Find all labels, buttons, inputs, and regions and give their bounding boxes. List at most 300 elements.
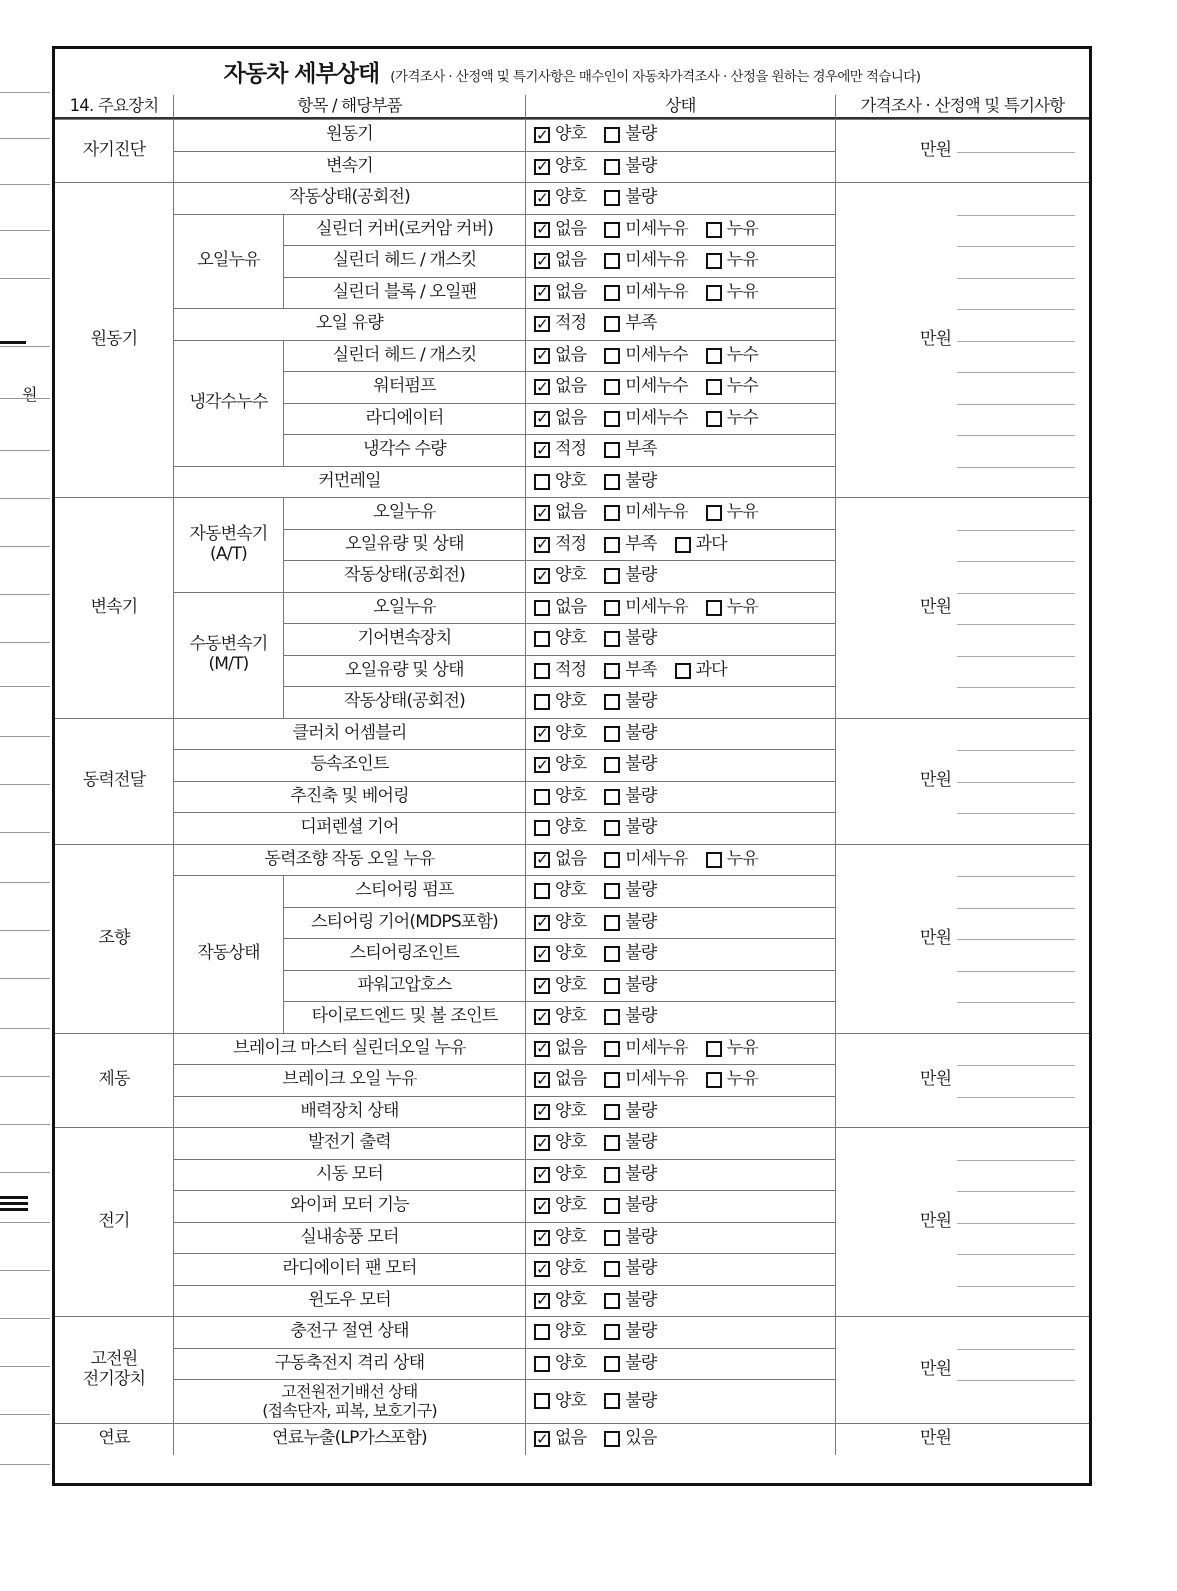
checked-checkbox-icon[interactable]: ✓ <box>534 1104 550 1120</box>
checkbox-icon[interactable] <box>604 663 620 679</box>
checkbox-icon[interactable] <box>604 253 620 269</box>
checked-checkbox-icon[interactable]: ✓ <box>534 1009 550 1025</box>
status-2-options <box>525 182 835 214</box>
checkbox-icon[interactable] <box>604 820 620 836</box>
checkbox-icon[interactable] <box>534 631 550 647</box>
checked-checkbox-icon[interactable]: ✓ <box>534 978 550 994</box>
note-line <box>957 1191 1075 1192</box>
checkbox-icon[interactable] <box>604 1041 620 1057</box>
status-option-label: 없음 <box>555 1037 587 1058</box>
status-option[interactable] <box>534 944 586 964</box>
margin-rule-line <box>0 978 50 979</box>
checkbox-icon[interactable] <box>604 1293 620 1309</box>
status-25-options <box>525 907 835 939</box>
status-option[interactable] <box>706 598 758 618</box>
status-option[interactable] <box>706 1070 758 1090</box>
header-item: 항목 / 해당부품 <box>173 95 525 119</box>
checkbox-icon[interactable] <box>534 600 550 616</box>
checkbox-icon[interactable] <box>604 1324 620 1340</box>
checkbox-icon[interactable] <box>604 915 620 931</box>
note-line <box>957 939 1075 940</box>
note-line <box>957 908 1075 909</box>
margin-rule-line <box>0 1172 50 1173</box>
status-option-label: 누유 <box>726 281 758 302</box>
section-3-name: 동력전달 <box>55 718 173 844</box>
status-option-label: 양호 <box>555 911 587 932</box>
checkbox-icon[interactable] <box>534 1324 550 1340</box>
status-option[interactable] <box>534 220 586 240</box>
margin-rule-line <box>0 278 50 279</box>
checkbox-icon[interactable] <box>706 411 722 427</box>
status-option-label: 양호 <box>555 565 587 586</box>
checkbox-icon[interactable] <box>604 1261 620 1277</box>
status-option[interactable] <box>534 787 586 807</box>
checked-checkbox-icon[interactable]: ✓ <box>534 379 550 395</box>
status-26-options <box>525 938 835 970</box>
note-line <box>957 593 1075 594</box>
status-option[interactable] <box>534 755 586 775</box>
section-1-price-cell[interactable] <box>835 182 1089 497</box>
status-option[interactable] <box>604 913 656 933</box>
status-option[interactable] <box>534 1392 586 1412</box>
margin-rule-line <box>0 1366 50 1367</box>
note-line <box>957 372 1075 373</box>
status-option[interactable] <box>534 314 586 334</box>
status-option[interactable] <box>534 1102 586 1122</box>
checked-checkbox-icon[interactable]: ✓ <box>534 852 550 868</box>
checked-checkbox-icon[interactable]: ✓ <box>534 1072 550 1088</box>
status-option-label: 과다 <box>695 659 727 680</box>
status-option-label: 양호 <box>555 974 587 995</box>
status-option[interactable] <box>534 1196 586 1216</box>
checkbox-icon[interactable] <box>604 1431 620 1447</box>
checkbox-icon[interactable] <box>604 348 620 364</box>
checkbox-icon[interactable] <box>534 694 550 710</box>
status-option[interactable] <box>706 283 758 303</box>
checked-checkbox-icon[interactable]: ✓ <box>534 159 550 175</box>
checked-checkbox-icon[interactable]: ✓ <box>534 1431 550 1447</box>
section-3-price-cell[interactable] <box>835 718 1089 844</box>
note-line <box>957 341 1075 342</box>
margin-rule-line <box>0 1028 50 1029</box>
checked-checkbox-icon[interactable]: ✓ <box>534 1261 550 1277</box>
section-7-price-cell[interactable] <box>835 1316 1089 1423</box>
status-option[interactable] <box>534 125 586 145</box>
margin-mark <box>0 1202 28 1205</box>
status-option[interactable] <box>604 755 656 775</box>
status-option[interactable] <box>604 818 656 838</box>
checkbox-icon[interactable] <box>604 1072 620 1088</box>
status-option[interactable] <box>604 661 656 681</box>
status-option[interactable] <box>604 440 656 460</box>
checkbox-icon[interactable] <box>706 285 722 301</box>
status-option[interactable] <box>534 409 586 429</box>
status-option[interactable] <box>604 1228 656 1248</box>
status-option-label: 불량 <box>625 187 657 208</box>
status-option-label: 없음 <box>555 407 587 428</box>
checked-checkbox-icon[interactable]: ✓ <box>534 1230 550 1246</box>
status-option[interactable] <box>604 220 688 240</box>
status-option-label: 불량 <box>625 943 657 964</box>
checkbox-icon[interactable] <box>604 852 620 868</box>
checkbox-icon[interactable] <box>534 1393 550 1409</box>
margin-rule-line <box>0 1222 50 1223</box>
item-25-label: 스티어링 기어(MDPS포함) <box>283 907 525 939</box>
margin-rule-line <box>0 686 50 687</box>
status-0-options <box>525 119 835 151</box>
note-line <box>957 1380 1075 1381</box>
checkbox-icon[interactable] <box>604 379 620 395</box>
checkbox-icon[interactable] <box>604 411 620 427</box>
checked-checkbox-icon[interactable]: ✓ <box>534 1293 550 1309</box>
status-option[interactable] <box>534 881 586 901</box>
status-37-options <box>525 1285 835 1317</box>
status-option-label: 양호 <box>555 1289 587 1310</box>
checkbox-icon[interactable] <box>604 127 620 143</box>
checkbox-icon[interactable] <box>706 600 722 616</box>
status-3-options <box>525 214 835 246</box>
checked-checkbox-icon[interactable]: ✓ <box>534 285 550 301</box>
status-option[interactable] <box>604 251 688 271</box>
status-option[interactable] <box>534 535 586 555</box>
status-option[interactable] <box>604 944 656 964</box>
status-option[interactable] <box>534 661 586 681</box>
status-option[interactable] <box>604 566 656 586</box>
item-36-label: 라디에이터 팬 모터 <box>173 1253 525 1285</box>
checked-checkbox-icon[interactable]: ✓ <box>534 1198 550 1214</box>
checkbox-icon[interactable] <box>706 348 722 364</box>
status-option[interactable] <box>534 818 586 838</box>
status-option[interactable] <box>534 188 586 208</box>
status-option[interactable] <box>604 598 688 618</box>
checkbox-icon[interactable] <box>604 316 620 332</box>
checkbox-icon[interactable] <box>706 222 722 238</box>
status-option[interactable] <box>534 1429 586 1449</box>
status-option-label: 불량 <box>625 880 657 901</box>
status-option[interactable] <box>534 1007 586 1027</box>
checkbox-icon[interactable] <box>706 379 722 395</box>
status-option-label: 양호 <box>555 754 587 775</box>
checked-checkbox-icon[interactable]: ✓ <box>534 190 550 206</box>
item-2-label: 작동상태(공회전) <box>173 182 525 214</box>
section-6-name: 전기 <box>55 1127 173 1316</box>
item-7-label: 실린더 헤드 / 개스킷 <box>283 340 525 372</box>
checked-checkbox-icon[interactable]: ✓ <box>534 915 550 931</box>
checkbox-icon[interactable] <box>604 726 620 742</box>
price-note-lines <box>957 183 1075 498</box>
item-41-label: 연료누출(LP가스포함) <box>173 1423 525 1455</box>
status-option[interactable] <box>534 346 586 366</box>
status-option[interactable] <box>604 1322 656 1342</box>
status-option-label: 적정 <box>555 439 587 460</box>
status-option[interactable] <box>604 1039 688 1059</box>
price-unit-label: 만원 <box>920 1428 952 1449</box>
status-option[interactable] <box>604 881 656 901</box>
status-option[interactable] <box>534 377 586 397</box>
status-option[interactable] <box>706 409 758 429</box>
status-option[interactable] <box>604 125 656 145</box>
checkbox-icon[interactable] <box>675 537 691 553</box>
checkbox-icon[interactable] <box>534 1356 550 1372</box>
status-option-label: 양호 <box>555 1258 587 1279</box>
margin-rule-line <box>0 138 50 139</box>
group-3-name: 오일누유 <box>173 214 283 309</box>
checkbox-icon[interactable] <box>604 159 620 175</box>
status-22-options <box>525 812 835 844</box>
status-option-label: 불량 <box>625 1258 657 1279</box>
section-5-price-cell[interactable] <box>835 1033 1089 1128</box>
checked-checkbox-icon[interactable]: ✓ <box>534 253 550 269</box>
status-24-options <box>525 875 835 907</box>
item-10-label: 냉각수 수량 <box>283 434 525 466</box>
checked-checkbox-icon[interactable]: ✓ <box>534 222 550 238</box>
checked-checkbox-icon[interactable]: ✓ <box>534 726 550 742</box>
checked-checkbox-icon[interactable]: ✓ <box>534 946 550 962</box>
section-4-price-cell[interactable] <box>835 844 1089 1033</box>
checked-checkbox-icon[interactable]: ✓ <box>534 1135 550 1151</box>
checked-checkbox-icon[interactable]: ✓ <box>534 757 550 773</box>
status-option[interactable] <box>604 346 688 366</box>
status-option[interactable] <box>534 251 586 271</box>
status-7-options <box>525 340 835 372</box>
checkbox-icon[interactable] <box>604 1104 620 1120</box>
section-6-price-cell[interactable] <box>835 1127 1089 1316</box>
status-21-options <box>525 781 835 813</box>
checkbox-icon[interactable] <box>604 757 620 773</box>
status-option[interactable] <box>706 1039 758 1059</box>
status-option[interactable] <box>534 1259 586 1279</box>
checkbox-icon[interactable] <box>604 285 620 301</box>
status-option[interactable] <box>604 314 656 334</box>
section-0-price-cell[interactable] <box>835 119 1089 182</box>
status-option[interactable] <box>534 283 586 303</box>
status-option[interactable] <box>604 472 656 492</box>
status-option-label: 누유 <box>726 218 758 239</box>
status-option[interactable] <box>604 1291 656 1311</box>
status-option-label: 불량 <box>625 1321 657 1342</box>
status-option-label: 불량 <box>625 155 657 176</box>
status-option[interactable] <box>534 1354 586 1374</box>
status-option[interactable] <box>534 724 586 744</box>
checkbox-icon[interactable] <box>534 663 550 679</box>
checkbox-icon[interactable] <box>706 852 722 868</box>
item-26-label: 스티어링조인트 <box>283 938 525 970</box>
checkbox-icon[interactable] <box>604 568 620 584</box>
checkbox-icon[interactable] <box>604 1009 620 1025</box>
checkbox-icon[interactable] <box>604 883 620 899</box>
checked-checkbox-icon[interactable]: ✓ <box>534 442 550 458</box>
checkbox-icon[interactable] <box>604 978 620 994</box>
checked-checkbox-icon[interactable]: ✓ <box>534 1041 550 1057</box>
status-option[interactable] <box>706 377 758 397</box>
checked-checkbox-icon[interactable]: ✓ <box>534 568 550 584</box>
status-option-label: 양호 <box>555 628 587 649</box>
status-option[interactable] <box>534 157 586 177</box>
checkbox-icon[interactable] <box>675 663 691 679</box>
item-8-label: 워터펌프 <box>283 371 525 403</box>
note-line <box>957 1065 1075 1066</box>
checked-checkbox-icon[interactable]: ✓ <box>534 127 550 143</box>
status-option-label: 미세누수 <box>625 344 688 365</box>
status-option-label: 부족 <box>625 659 657 680</box>
status-option[interactable] <box>604 1392 656 1412</box>
item-5-label: 실린더 블록 / 오일팬 <box>283 277 525 309</box>
note-line <box>957 530 1075 531</box>
checkbox-icon[interactable] <box>604 190 620 206</box>
status-option[interactable] <box>706 251 758 271</box>
status-option-label: 미세누유 <box>625 848 688 869</box>
status-option[interactable] <box>604 503 688 523</box>
status-option-label: 양호 <box>555 1226 587 1247</box>
note-line <box>957 246 1075 247</box>
checkbox-icon[interactable] <box>604 1230 620 1246</box>
margin-mark <box>0 1208 28 1211</box>
status-option[interactable] <box>604 1133 656 1153</box>
status-option[interactable] <box>534 1322 586 1342</box>
checkbox-icon[interactable] <box>604 694 620 710</box>
status-option[interactable] <box>604 1102 656 1122</box>
status-option[interactable] <box>604 629 656 649</box>
status-option[interactable] <box>534 976 586 996</box>
item-21-label: 추진축 및 베어링 <box>173 781 525 813</box>
checkbox-icon[interactable] <box>604 946 620 962</box>
checkbox-icon[interactable] <box>604 1135 620 1151</box>
status-option[interactable] <box>534 1133 586 1153</box>
status-option[interactable] <box>604 976 656 996</box>
status-option[interactable] <box>534 629 586 649</box>
margin-rule-line <box>0 498 50 499</box>
item-19-label: 클러치 어셈블리 <box>173 718 525 750</box>
section-2-price-cell[interactable] <box>835 497 1089 718</box>
status-option[interactable] <box>534 566 586 586</box>
status-option[interactable] <box>604 409 688 429</box>
status-option-label: 불량 <box>625 1390 657 1411</box>
status-option[interactable] <box>706 346 758 366</box>
margin-rule-line <box>0 1318 50 1319</box>
status-option[interactable] <box>604 850 688 870</box>
status-option[interactable] <box>604 1007 656 1027</box>
status-option[interactable] <box>534 1291 586 1311</box>
status-option[interactable] <box>534 913 586 933</box>
checked-checkbox-icon[interactable]: ✓ <box>534 411 550 427</box>
section-2-name: 변속기 <box>55 497 173 718</box>
status-option[interactable] <box>534 472 586 492</box>
checkbox-icon[interactable] <box>604 537 620 553</box>
checkbox-icon[interactable] <box>706 1072 722 1088</box>
left-page-margin-strip <box>0 46 50 1486</box>
group-24-name: 작동상태 <box>173 875 283 1033</box>
status-8-options <box>525 371 835 403</box>
status-option[interactable] <box>604 1354 656 1374</box>
status-option[interactable] <box>675 535 727 555</box>
status-option[interactable] <box>706 220 758 240</box>
checkbox-icon[interactable] <box>604 1356 620 1372</box>
status-option[interactable] <box>534 598 586 618</box>
status-option[interactable] <box>604 692 656 712</box>
status-option[interactable] <box>675 661 727 681</box>
status-9-options <box>525 403 835 435</box>
checked-checkbox-icon[interactable]: ✓ <box>534 505 550 521</box>
checkbox-icon[interactable] <box>604 600 620 616</box>
item-33-label: 시동 모터 <box>173 1159 525 1191</box>
checked-checkbox-icon[interactable]: ✓ <box>534 537 550 553</box>
status-option[interactable] <box>604 1196 656 1216</box>
checkbox-icon[interactable] <box>604 222 620 238</box>
checkbox-icon[interactable] <box>604 1198 620 1214</box>
status-option[interactable] <box>604 787 656 807</box>
status-option[interactable] <box>706 503 758 523</box>
form-title-note: (가격조사 · 산정액 및 특기사항은 매수인이 자동차가격조사 · 산정을 원하는 경우에만 적습니다) <box>390 69 921 85</box>
checkbox-icon[interactable] <box>604 1393 620 1409</box>
checkbox-icon[interactable] <box>604 631 620 647</box>
checked-checkbox-icon[interactable]: ✓ <box>534 316 550 332</box>
status-option[interactable] <box>604 724 656 744</box>
checkbox-icon[interactable] <box>604 505 620 521</box>
status-option[interactable] <box>534 692 586 712</box>
status-option[interactable] <box>534 1165 586 1185</box>
checkbox-icon[interactable] <box>534 820 550 836</box>
item-3-label: 실린더 커버(로커암 커버) <box>283 214 525 246</box>
status-option[interactable] <box>604 283 688 303</box>
checkbox-icon[interactable] <box>534 789 550 805</box>
item-39-label: 구동축전지 격리 상태 <box>173 1348 525 1380</box>
status-option[interactable] <box>534 503 586 523</box>
item-37-label: 윈도우 모터 <box>173 1285 525 1317</box>
checkbox-icon[interactable] <box>604 1167 620 1183</box>
status-option[interactable] <box>604 1165 656 1185</box>
status-option[interactable] <box>604 1070 688 1090</box>
status-option[interactable] <box>534 1228 586 1248</box>
status-option-label: 누유 <box>726 596 758 617</box>
status-option[interactable] <box>604 188 656 208</box>
checkbox-icon[interactable] <box>706 253 722 269</box>
status-option[interactable] <box>604 535 656 555</box>
item-22-label: 디퍼렌셜 기어 <box>173 812 525 844</box>
status-option-label: 불량 <box>625 124 657 145</box>
status-option[interactable] <box>604 377 688 397</box>
checkbox-icon[interactable] <box>534 883 550 899</box>
note-line <box>957 278 1075 279</box>
status-option-label: 불량 <box>625 974 657 995</box>
status-option-label: 과다 <box>695 533 727 554</box>
checked-checkbox-icon[interactable]: ✓ <box>534 348 550 364</box>
checked-checkbox-icon[interactable]: ✓ <box>534 1167 550 1183</box>
checkbox-icon[interactable] <box>706 1041 722 1057</box>
note-line <box>957 561 1075 562</box>
vehicle-detail-status-form <box>52 46 1092 1486</box>
status-option[interactable] <box>604 157 656 177</box>
checkbox-icon[interactable] <box>534 474 550 490</box>
checkbox-icon[interactable] <box>604 789 620 805</box>
checkbox-icon[interactable] <box>604 474 620 490</box>
status-option[interactable] <box>534 850 586 870</box>
checkbox-icon[interactable] <box>706 505 722 521</box>
status-option-label: 불량 <box>625 817 657 838</box>
section-8-price-cell[interactable] <box>835 1423 1089 1455</box>
status-option[interactable] <box>604 1429 656 1449</box>
status-18-options <box>525 686 835 718</box>
status-option[interactable] <box>706 850 758 870</box>
item-27-label: 파워고압호스 <box>283 970 525 1002</box>
status-option[interactable] <box>534 440 586 460</box>
status-option[interactable] <box>534 1070 586 1090</box>
status-option-label: 없음 <box>555 376 587 397</box>
status-option-label: 불량 <box>625 470 657 491</box>
item-4-label: 실린더 헤드 / 개스킷 <box>283 245 525 277</box>
status-option[interactable] <box>604 1259 656 1279</box>
status-option[interactable] <box>534 1039 586 1059</box>
checkbox-icon[interactable] <box>604 442 620 458</box>
